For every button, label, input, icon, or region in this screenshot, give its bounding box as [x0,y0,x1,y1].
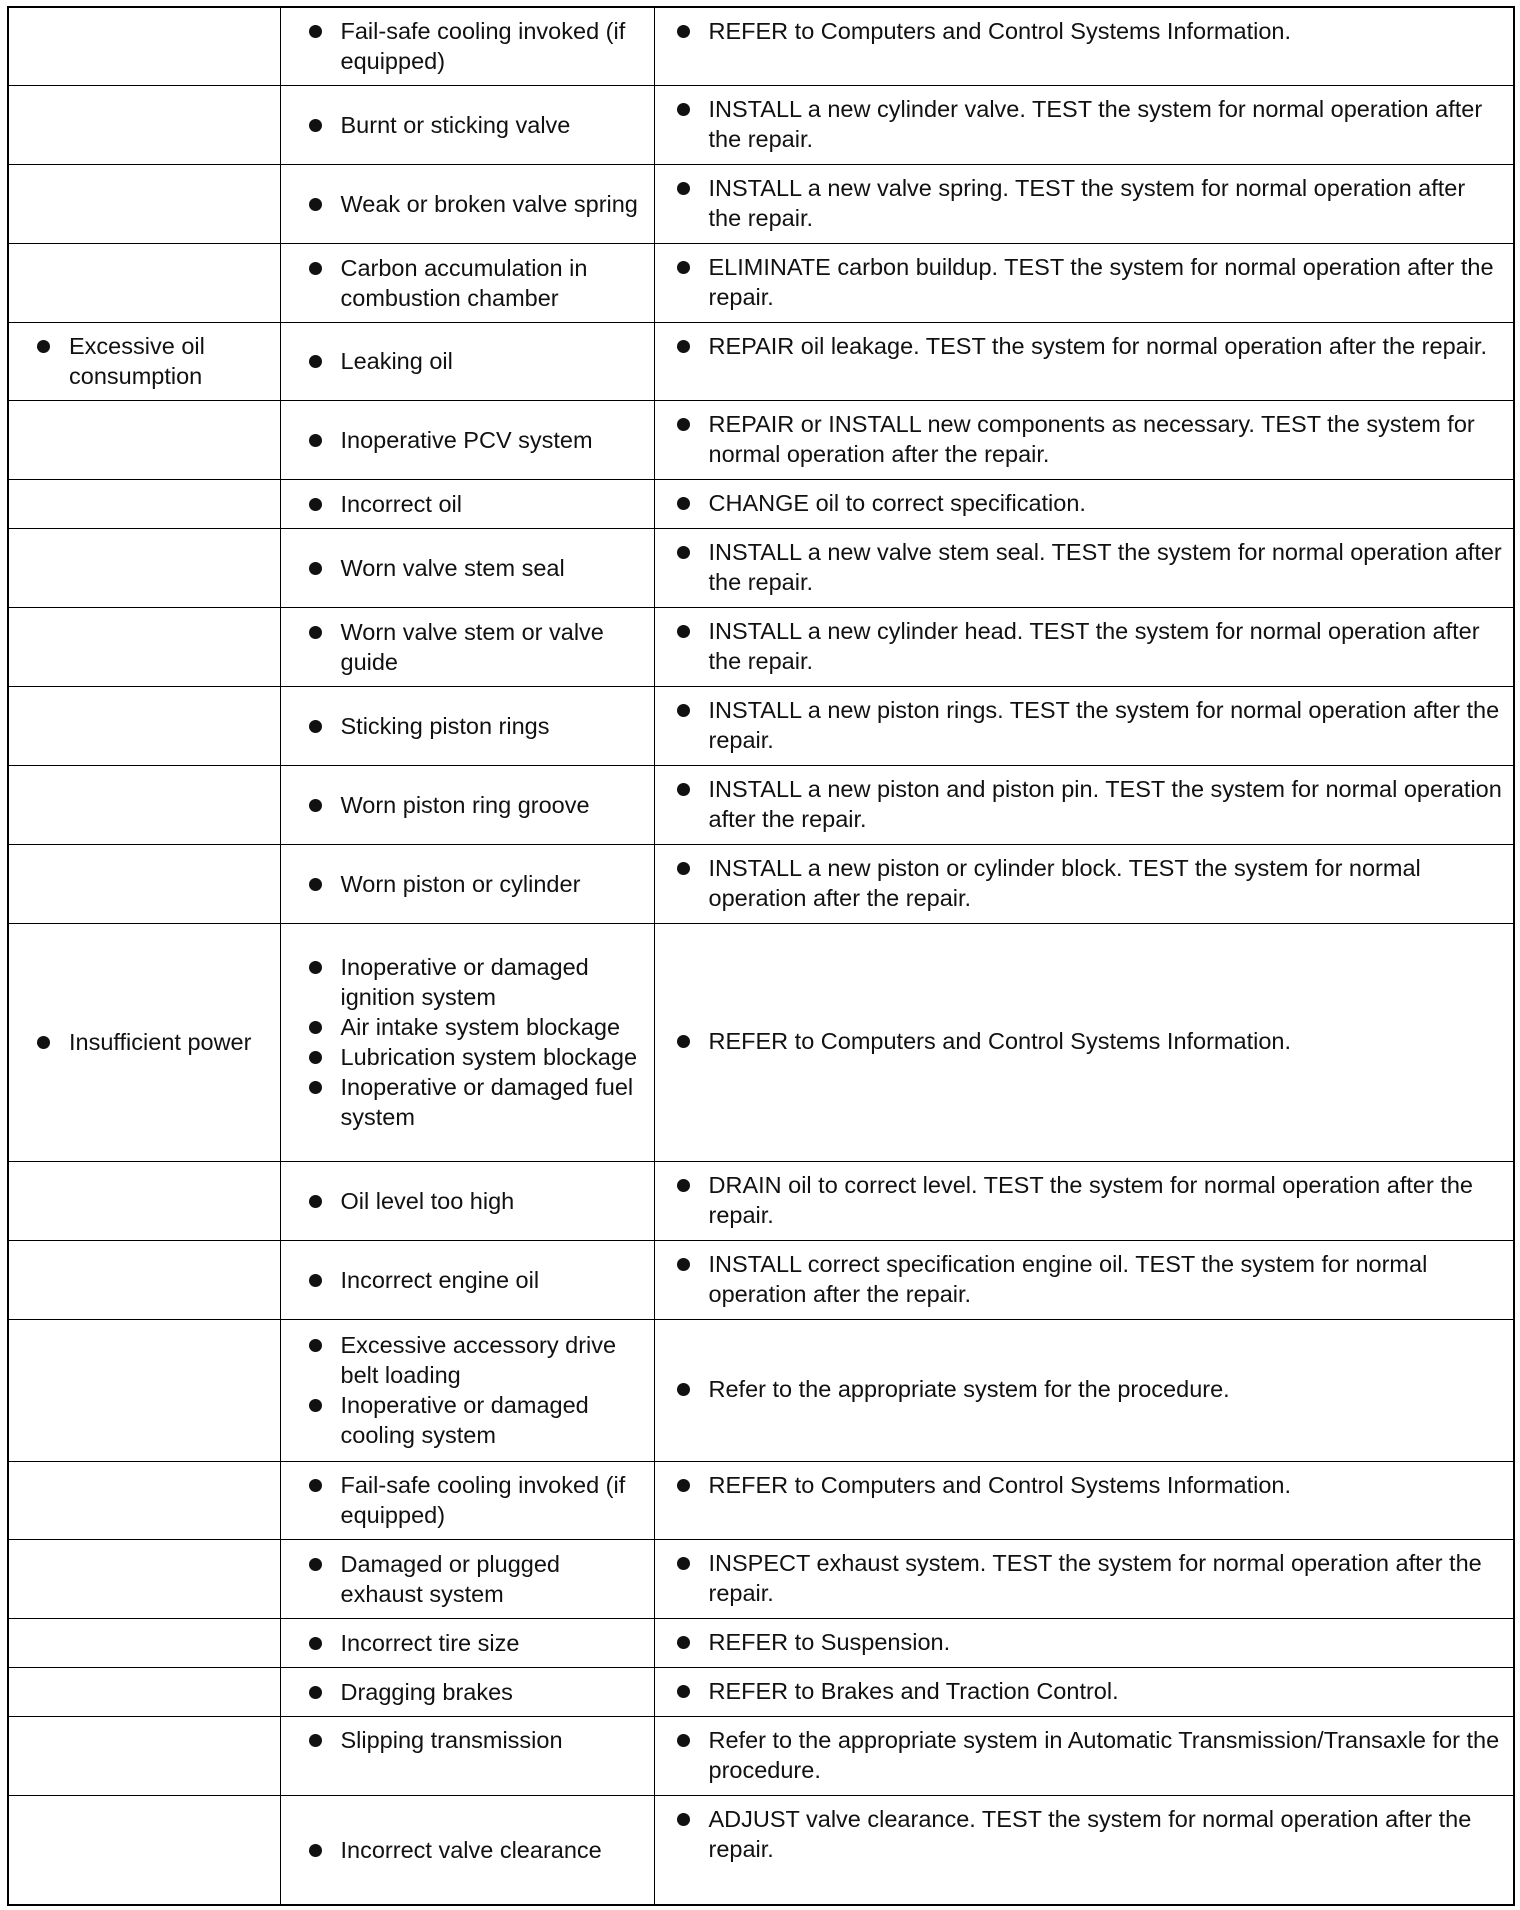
action-item: REFER to Suspension. [675,1627,1504,1657]
condition-cell [8,607,280,686]
possible-source-list [307,869,646,899]
possible-source-list [307,1265,646,1295]
action-cell [654,923,1514,1161]
condition-cell [8,765,280,844]
condition-list [35,1027,272,1057]
action-item: ADJUST valve clearance. TEST the system for normal operation after the repair. [675,1804,1504,1864]
action-cell [654,164,1514,243]
table-row [8,1539,1514,1618]
action-list [675,1804,1504,1864]
action-cell [654,1319,1514,1461]
condition-cell [8,1795,280,1905]
condition-cell [8,1319,280,1461]
table-row [8,322,1514,400]
table-row [8,1240,1514,1319]
possible-source-cell [280,844,654,923]
table-row [8,1716,1514,1795]
action-cell [654,243,1514,322]
possible-source-cell [280,1161,654,1240]
possible-source-list [307,489,646,519]
possible-source-item: Inoperative or damaged ignition system [307,952,646,1012]
condition-cell [8,1667,280,1716]
possible-source-list [307,1470,646,1530]
action-item: Refer to the appropriate system for the procedure. [675,1374,1504,1404]
action-cell [654,686,1514,765]
possible-source-item: Inoperative or damaged cooling system [307,1390,646,1450]
possible-source-list [307,16,646,76]
diagnosis-table-body [8,7,1514,1905]
possible-source-list [307,1549,646,1609]
action-item: REFER to Computers and Control Systems Information. [675,16,1504,46]
action-item: CHANGE oil to correct specification. [675,488,1504,518]
action-item: INSTALL a new valve stem seal. TEST the system for normal operation after the repair. [675,537,1504,597]
condition-cell [8,322,280,400]
condition-cell [8,7,280,85]
action-item: Refer to the appropriate system in Automatic Transmission/Transaxle for the procedure. [675,1725,1504,1785]
possible-source-item: Worn piston or cylinder [307,869,646,899]
possible-source-item: Worn valve stem or valve guide [307,617,646,677]
action-list [675,1249,1504,1309]
table-row [8,1319,1514,1461]
action-list [675,1470,1504,1500]
action-item: INSTALL a new cylinder head. TEST the system for normal operation after the repair. [675,616,1504,676]
action-list [675,537,1504,597]
possible-source-list [307,1186,646,1216]
action-list [675,1627,1504,1657]
table-row [8,844,1514,923]
diagnosis-table [7,6,1515,1906]
action-cell [654,528,1514,607]
action-item: REPAIR oil leakage. TEST the system for normal operation after the repair. [675,331,1504,361]
possible-source-list [307,617,646,677]
action-list [675,695,1504,755]
possible-source-list [307,425,646,455]
table-row [8,85,1514,164]
action-list [675,409,1504,469]
action-list [675,252,1504,312]
action-item: INSTALL correct specification engine oil. TEST the system for normal operation after the repair. [675,1249,1504,1309]
action-cell [654,1716,1514,1795]
possible-source-cell [280,765,654,844]
possible-source-list [307,1677,646,1707]
possible-source-cell [280,479,654,528]
condition-cell [8,923,280,1161]
condition-cell [8,85,280,164]
possible-source-item: Fail-safe cooling invoked (if equipped) [307,16,646,76]
action-item: INSTALL a new piston or cylinder block. TEST the system for normal operation after the repair. [675,853,1504,913]
possible-source-list [307,553,646,583]
action-list [675,1676,1504,1706]
action-cell [654,322,1514,400]
table-row [8,923,1514,1161]
table-row [8,243,1514,322]
table-row [8,528,1514,607]
diagnosis-table-page [7,6,1515,1906]
action-cell [654,400,1514,479]
action-list [675,488,1504,518]
condition-item: Insufficient power [35,1027,272,1057]
action-list [675,94,1504,154]
condition-cell [8,243,280,322]
possible-source-cell [280,607,654,686]
possible-source-cell [280,923,654,1161]
action-cell [654,7,1514,85]
condition-cell [8,1716,280,1795]
possible-source-item: Worn valve stem seal [307,553,646,583]
condition-cell [8,479,280,528]
action-item: REPAIR or INSTALL new components as necessary. TEST the system for normal operation after the repair. [675,409,1504,469]
table-row [8,1618,1514,1667]
possible-source-list [307,711,646,741]
action-list [675,173,1504,233]
action-item: DRAIN oil to correct level. TEST the system for normal operation after the repair. [675,1170,1504,1230]
table-row [8,1667,1514,1716]
action-item: INSPECT exhaust system. TEST the system for normal operation after the repair. [675,1548,1504,1608]
action-cell [654,1539,1514,1618]
condition-list [35,331,272,391]
action-list [675,1170,1504,1230]
possible-source-item: Leaking oil [307,346,646,376]
action-list [675,774,1504,834]
condition-cell [8,400,280,479]
possible-source-item: Incorrect oil [307,489,646,519]
action-item: INSTALL a new piston and piston pin. TEST the system for normal operation after the repair. [675,774,1504,834]
possible-source-item: Incorrect valve clearance [307,1835,646,1865]
table-row [8,607,1514,686]
table-row [8,686,1514,765]
condition-cell [8,1461,280,1539]
possible-source-list [307,790,646,820]
possible-source-item: Lubrication system blockage [307,1042,646,1072]
action-item: INSTALL a new valve spring. TEST the system for normal operation after the repair. [675,173,1504,233]
possible-source-item: Inoperative or damaged fuel system [307,1072,646,1132]
table-row [8,479,1514,528]
possible-source-cell [280,1461,654,1539]
possible-source-item: Air intake system blockage [307,1012,646,1042]
action-list [675,331,1504,361]
possible-source-cell [280,85,654,164]
possible-source-list [307,1725,646,1755]
table-row [8,1461,1514,1539]
possible-source-list [307,253,646,313]
possible-source-item: Inoperative PCV system [307,425,646,455]
action-cell [654,765,1514,844]
condition-cell [8,164,280,243]
action-cell [654,1240,1514,1319]
possible-source-cell [280,164,654,243]
possible-source-cell [280,1618,654,1667]
possible-source-list [307,1628,646,1658]
possible-source-item: Sticking piston rings [307,711,646,741]
possible-source-cell [280,1319,654,1461]
possible-source-item: Incorrect engine oil [307,1265,646,1295]
possible-source-cell [280,1716,654,1795]
table-row [8,164,1514,243]
possible-source-cell [280,322,654,400]
possible-source-list [307,189,646,219]
possible-source-item: Oil level too high [307,1186,646,1216]
possible-source-list [307,1330,646,1450]
action-item: INSTALL a new cylinder valve. TEST the system for normal operation after the repair. [675,94,1504,154]
action-item: ELIMINATE carbon buildup. TEST the system for normal operation after the repair. [675,252,1504,312]
possible-source-cell [280,1795,654,1905]
possible-source-cell [280,1240,654,1319]
action-list [675,853,1504,913]
action-list [675,1548,1504,1608]
table-row [8,1161,1514,1240]
condition-cell [8,686,280,765]
action-list [675,1026,1504,1056]
possible-source-item: Incorrect tire size [307,1628,646,1658]
action-cell [654,1795,1514,1905]
possible-source-cell [280,1539,654,1618]
condition-cell [8,1161,280,1240]
action-list [675,1725,1504,1785]
possible-source-item: Worn piston ring groove [307,790,646,820]
condition-item: Excessive oil consumption [35,331,272,391]
action-item: INSTALL a new piston rings. TEST the system for normal operation after the repair. [675,695,1504,755]
possible-source-list [307,952,646,1132]
action-list [675,616,1504,676]
action-list [675,16,1504,46]
condition-cell [8,1618,280,1667]
possible-source-item: Dragging brakes [307,1677,646,1707]
possible-source-list [307,346,646,376]
action-cell [654,1461,1514,1539]
possible-source-cell [280,7,654,85]
table-row [8,765,1514,844]
possible-source-item: Damaged or plugged exhaust system [307,1549,646,1609]
action-cell [654,1161,1514,1240]
possible-source-item: Fail-safe cooling invoked (if equipped) [307,1470,646,1530]
condition-cell [8,1240,280,1319]
condition-cell [8,528,280,607]
action-list [675,1374,1504,1404]
table-row [8,400,1514,479]
possible-source-list [307,110,646,140]
action-cell [654,85,1514,164]
condition-cell [8,1539,280,1618]
possible-source-cell [280,528,654,607]
possible-source-cell [280,1667,654,1716]
possible-source-cell [280,686,654,765]
action-cell [654,1618,1514,1667]
table-row [8,7,1514,85]
possible-source-item: Weak or broken valve spring [307,189,646,219]
possible-source-item: Excessive accessory drive belt loading [307,1330,646,1390]
action-item: REFER to Computers and Control Systems Information. [675,1026,1504,1056]
action-cell [654,844,1514,923]
action-item: REFER to Computers and Control Systems Information. [675,1470,1504,1500]
action-cell [654,479,1514,528]
possible-source-item: Burnt or sticking valve [307,110,646,140]
possible-source-cell [280,243,654,322]
possible-source-cell [280,400,654,479]
action-cell [654,607,1514,686]
action-item: REFER to Brakes and Traction Control. [675,1676,1504,1706]
action-cell [654,1667,1514,1716]
possible-source-item: Slipping transmission [307,1725,646,1755]
possible-source-item: Carbon accumulation in combustion chamber [307,253,646,313]
table-row [8,1795,1514,1905]
possible-source-list [307,1835,646,1865]
condition-cell [8,844,280,923]
